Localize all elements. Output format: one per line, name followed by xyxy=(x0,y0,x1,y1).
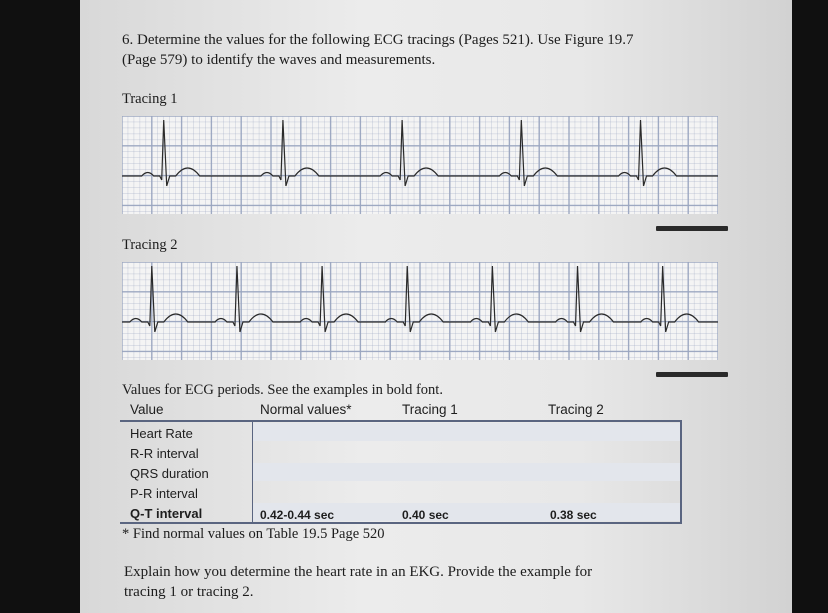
question-line-2: (Page 579) to identify the waves and measurements. xyxy=(122,52,436,68)
row-label-qrs-duration: QRS duration xyxy=(130,466,209,481)
ecg-tracing-2-svg xyxy=(122,262,718,360)
col-header-normal: Normal values* xyxy=(260,402,352,417)
explain-line-1: Explain how you determine the heart rate in an EKG. Provide the example for xyxy=(124,564,593,580)
tracing-1-label: Tracing 1 xyxy=(122,91,178,107)
col-header-tracing-1: Tracing 1 xyxy=(402,402,458,417)
table-col-rule xyxy=(252,422,253,524)
row-label-heart-rate: Heart Rate xyxy=(130,426,193,441)
qt-normal-value: 0.42-0.44 sec xyxy=(260,508,335,522)
table-header-rule xyxy=(120,420,682,422)
row-label-qt-interval: Q-T interval xyxy=(130,506,203,521)
copyright-mark-1 xyxy=(656,226,728,231)
explain-line-2: tracing 1 or tracing 2. xyxy=(124,584,254,600)
table-intro: Values for ECG periods. See the examples in bold font. xyxy=(122,382,443,398)
row-label-rr-interval: R-R interval xyxy=(130,446,199,461)
ecg-strip-2 xyxy=(122,262,718,360)
worksheet-page xyxy=(80,0,792,613)
tracing-2-label: Tracing 2 xyxy=(122,237,178,253)
ecg-strip-1 xyxy=(122,116,718,214)
col-header-tracing-2: Tracing 2 xyxy=(548,402,604,417)
table-band-2 xyxy=(252,463,682,481)
table-bottom-rule xyxy=(120,522,682,524)
copyright-mark-2 xyxy=(656,372,728,377)
row-label-pr-interval: P-R interval xyxy=(130,486,198,501)
table-band-1 xyxy=(252,423,682,441)
col-header-value: Value xyxy=(130,402,164,417)
table-right-rule xyxy=(680,422,682,524)
qt-tracing-2-value: 0.38 sec xyxy=(550,508,597,522)
ecg-tracing-1-svg xyxy=(122,116,718,214)
qt-tracing-1-value: 0.40 sec xyxy=(402,508,449,522)
table-footnote: * Find normal values on Table 19.5 Page 520 xyxy=(122,526,385,542)
question-line-1: 6. Determine the values for the following ECG tracings (Pages 521). Use Figure 19.7 xyxy=(122,32,634,48)
